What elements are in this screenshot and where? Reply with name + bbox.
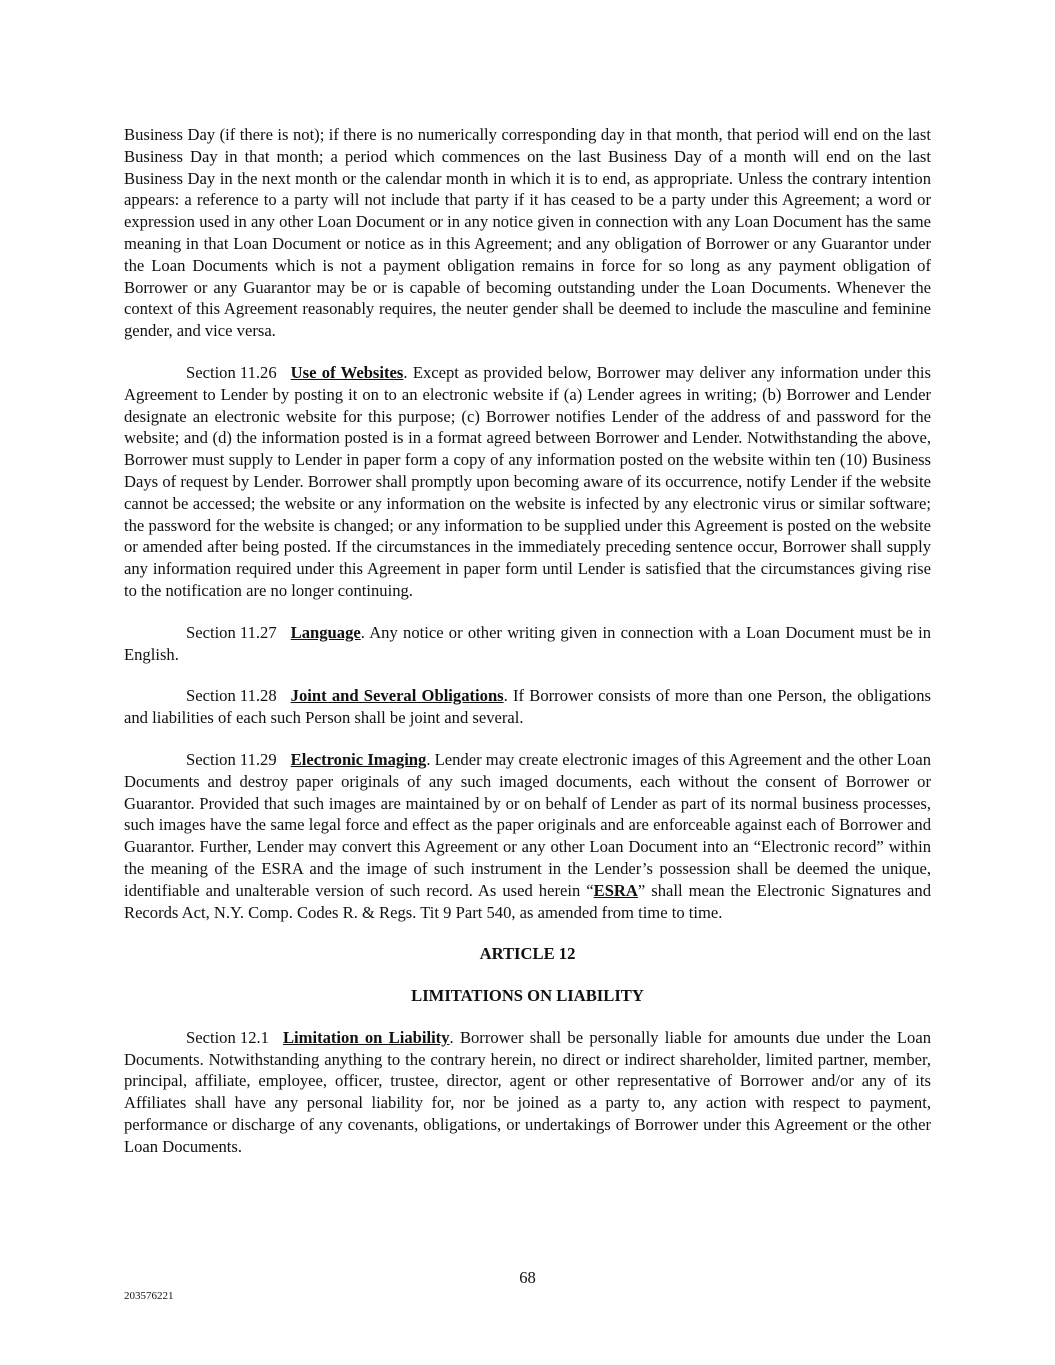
section-number: Section 11.26 xyxy=(186,362,277,382)
section-text: . Lender may create electronic images of this Agreement and the other Loan Documents and destroy paper originals of any such imaged documents, each without the consent of Borrower or Guarantor. Provided that such images are maintained by or on behalf of Lender as part of its normal business processes, such images have the same legal force and effect as the paper originals and are enforceable against each of Borrower and Guarantor. Further, Lender may convert this Agreement or any other Loan Document into an “Electronic record” within the meaning of the ESRA and the image of such instrument in the Lender’s possession shall be deemed the unique, identifiable and unalterable version of such record. As used herein “ xyxy=(124,749,931,900)
intro-paragraph: Business Day (if there is not); if there is no numerically corresponding day in that month, that period will end on the last Business Day in that month; a period which commences on the last Business Day of a month will end on the last Business Day in the next month or the calendar month in which it is to end, as appropriate. Unless the contrary intention appears: a reference to a party will not include that party if it has ceased to be a party under this Agreement; a word or expression used in any other Loan Document or in any notice given in connection with any Loan Document has the same meaning in that Loan Document or notice as in this Agreement; and any obligation of Borrower or any Guarantor under the Loan Documents which is not a payment obligation remains in force for so long as any payment obligation of Borrower or any Guarantor may be or is capable of becoming outstanding under the Loan Documents. Whenever the context of this Agreement reasonably requires, the neuter gender shall be deemed to include the masculine and feminine gender, and vice versa. xyxy=(124,125,931,341)
section-title: Joint and Several Obligations xyxy=(290,686,504,706)
page-number: 68 xyxy=(519,1268,536,1287)
section-title: Limitation on Liability xyxy=(282,1027,450,1047)
section-title: Use of Websites xyxy=(290,362,404,382)
section-text: . Borrower shall be personally liable for amounts due under the Loan Documents. Notwithstanding anything to the contrary herein, no direct or indirect shareholder, limited partner, member, principal, affiliate, employee, officer, trustee, director, agent or other representative of Borrower and/or any of its Affiliates shall have any personal liability for, nor be joined as a party to, any action with respect to payment, performance or discharge of any covenants, obligations, or undertakings of Borrower under this Agreement or the other Loan Documents. xyxy=(124,1027,931,1156)
section-11-28 xyxy=(124,685,931,729)
section-11-27 xyxy=(124,622,931,666)
section-11-26 xyxy=(124,362,931,602)
section-12-1 xyxy=(124,1027,931,1158)
section-number: Section 11.27 xyxy=(186,622,277,642)
section-text-after: ” shall mean the Electronic Signatures and Records Act, N.Y. Comp. Codes R. & Regs. Tit 9 Part 540, as amended from time to time. xyxy=(124,880,932,922)
article-title: LIMITATIONS ON LIABILITY xyxy=(411,986,644,1006)
section-text: . If Borrower consists of more than one Person, the obligations and liabilities of each such Person shall be joint and several. xyxy=(124,686,931,728)
section-text: . Except as provided below, Borrower may deliver any information under this Agreement to Lender by posting it on to an electronic website if (a) Lender agrees in writing; (b) Borrower and Lender designate an electronic website for this purpose; (c) Borrower notifies Lender of the address of and password for the website; and (d) the information posted is in a format agreed between Borrower and Lender. Notwithstanding the above, Borrower must supply to Lender in paper form a copy of any information posted on the website within ten (10) Business Days of request by Lender. Borrower shall promptly upon becoming aware of its occurrence, notify Lender if the website cannot be accessed; the website or any information on the website is infected by any electronic virus or similar software; the password for the website is changed; or any information to be supplied under this Agreement is posted on the website or amended after being posted. If the circumstances in the immediately preceding sentence occur, Borrower shall supply any information required under this Agreement in paper form until Lender is satisfied that the circumstances giving rise to the notification are no longer continuing. xyxy=(124,362,931,600)
section-number: Section 12.1 xyxy=(186,1027,269,1047)
section-title: Electronic Imaging xyxy=(290,749,427,769)
section-number: Section 11.29 xyxy=(186,749,277,769)
article-heading: ARTICLE 12 xyxy=(479,944,576,964)
defined-term-esra: ESRA xyxy=(593,880,638,900)
section-text: . Any notice or other writing given in connection with a Loan Document must be in English. xyxy=(124,622,931,664)
section-11-29 xyxy=(124,749,931,923)
document-id: 203576221 xyxy=(124,1290,174,1302)
page-body xyxy=(124,124,931,1178)
section-number: Section 11.28 xyxy=(186,686,277,706)
section-title: Language xyxy=(290,622,361,642)
